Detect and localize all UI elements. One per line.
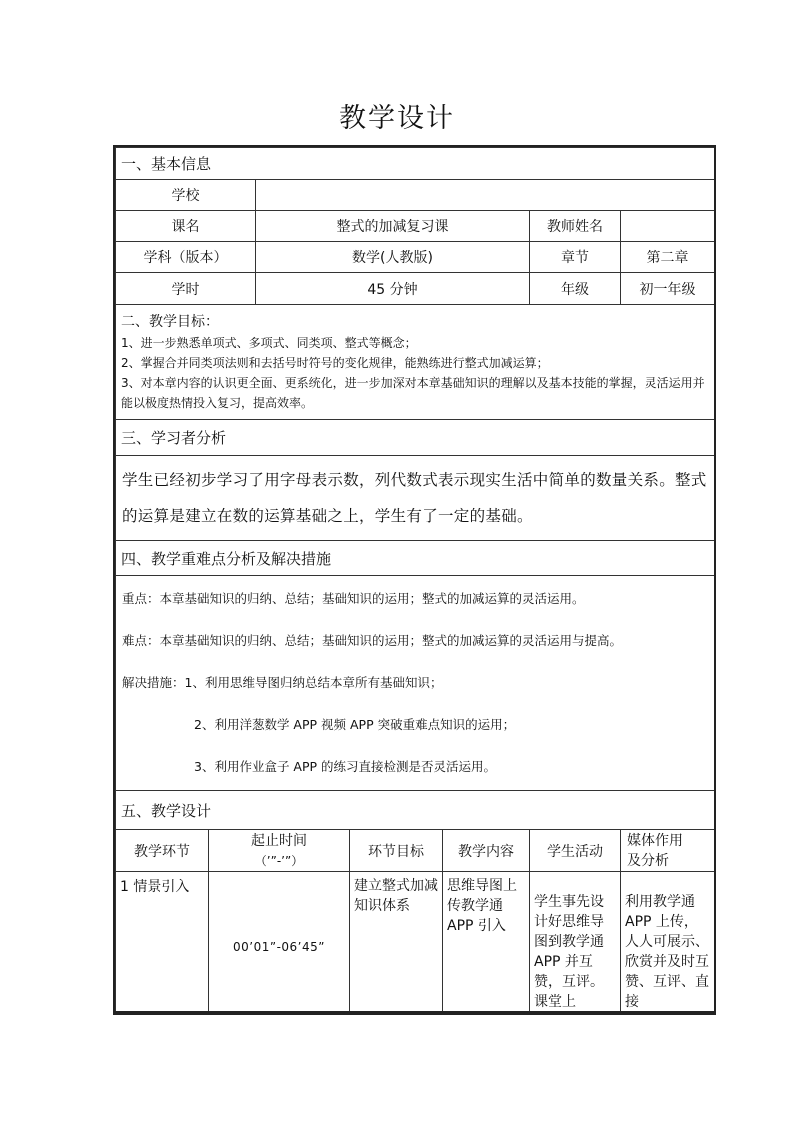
key-difficult-points [116,576,715,791]
table-row [116,872,715,1014]
row1-time: 00’01”-06’45” [209,872,350,1014]
subject-label: 学科（版本） [116,242,256,273]
hours-label: 学时 [116,273,256,305]
col-header-media-line2: 及分析 [627,852,669,869]
course-value: 整式的加减复习课 [256,211,530,242]
learner-analysis-text: 学生已经初步学习了用字母表示数，列代数式表示现实生活中简单的数量关系。整式的运算是建立在数的运算基础之上，学生有了一定的基础。 [116,456,715,541]
measure-3: 3、利用作业盒子 APP 的练习直接检测是否灵活运用。 [194,759,497,774]
hours-value: 45 分钟 [256,273,530,305]
measure-1: 解决措施：1、利用思维导图归纳总结本章所有基础知识； [122,675,443,690]
chapter-value: 第二章 [621,242,715,273]
section-basic-info-heading: 一、基本信息 [116,148,715,180]
col-header-goal: 环节目标 [350,830,443,872]
section-teaching-design-heading: 五、教学设计 [116,791,715,830]
teaching-goal-2: 2、掌握合并同类项法则和去括号时符号的变化规律，能熟练进行整式加减运算； [121,356,549,370]
section-teaching-goals [116,305,715,420]
col-header-media-line1: 媒体作用 [627,832,683,849]
document-title: 教学设计 [339,103,455,134]
chapter-label: 章节 [530,242,621,273]
difficult-points-text: 难点：本章基础知识的归纳、总结；基础知识的运用；整式的加减运算的灵活运用与提高。 [122,633,623,648]
col-header-media [621,830,715,872]
col-header-content: 教学内容 [443,830,530,872]
grade-value: 初一年级 [621,273,715,305]
teaching-goal-3: 3、对本章内容的认识更全面、更系统化，进一步加深对本章基础知识的理解以及基本技能的掌握，灵活运用并能以极度热情投入复习，提高效率。 [121,376,705,410]
subject-value: 数学(人教版) [256,242,530,273]
section-key-difficult-heading: 四、教学重难点分析及解决措施 [116,541,715,576]
school-value [256,180,715,211]
col-header-stage: 教学环节 [116,830,209,872]
teaching-goals-heading: 二、教学目标： [121,314,219,330]
col-header-time-line1: 起止时间 [251,832,307,849]
col-header-activity: 学生活动 [530,830,621,872]
row1-content: 思维导图上传教学通 APP 引入 [443,872,530,1014]
key-points-text: 重点：本章基础知识的归纳、总结；基础知识的运用；整式的加减运算的灵活运用。 [122,591,585,606]
school-label: 学校 [116,180,256,211]
row1-activity: 学生事先设计好思维导图到教学通 APP 并互赞，互评。课堂上 [530,872,621,1014]
grade-label: 年级 [530,273,621,305]
teacher-value [621,211,715,242]
section-learner-analysis-heading: 三、学习者分析 [116,420,715,456]
row1-stage: 1 情景引入 [116,872,209,1014]
teacher-label: 教师姓名 [530,211,621,242]
lesson-plan-frame [113,145,716,1013]
col-header-time [209,830,350,872]
row1-goal: 建立整式加减知识体系 [350,872,443,1014]
col-header-time-line2: （’”-’”） [254,853,304,868]
teaching-goal-1: 1、进一步熟悉单项式、多项式、同类项、整式等概念； [121,336,417,350]
lesson-plan-table [115,147,715,1013]
row1-media: 利用教学通 APP 上传，人人可展示、欣赏并及时互赞、互评、直接 [621,872,715,1014]
course-label: 课名 [116,211,256,242]
frame-bottom-border [113,1013,716,1015]
measure-2: 2、利用洋葱数学 APP 视频 APP 突破重难点知识的运用； [194,717,516,732]
